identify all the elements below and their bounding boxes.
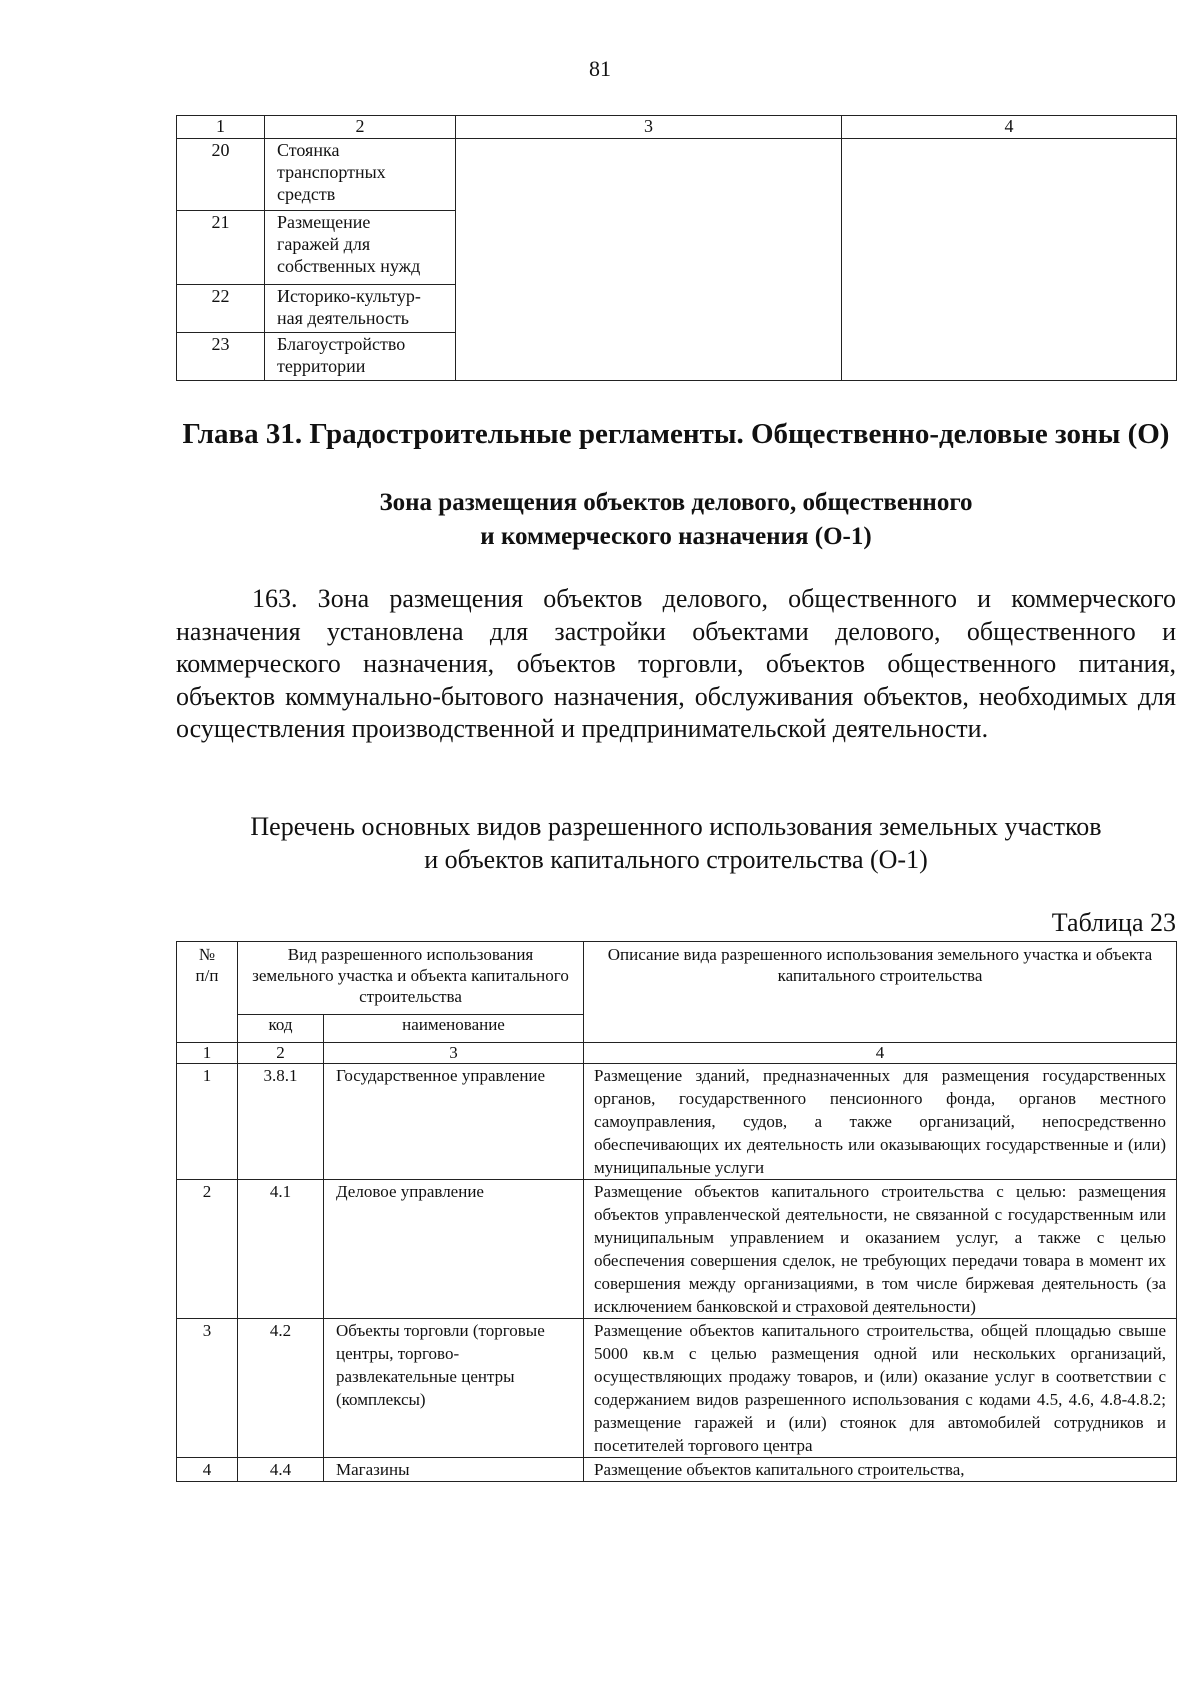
column-number: 3 <box>324 1043 584 1064</box>
table-caption: Таблица 23 <box>1051 908 1176 937</box>
name-line: Историко-культур- <box>277 286 421 306</box>
table-row <box>177 1180 1177 1319</box>
row-name <box>265 211 456 285</box>
name-line: собственных нужд <box>277 256 421 276</box>
column-number-row <box>177 1043 1177 1064</box>
row-name: Объекты торговли (торговые центры, торгово-развлекательные центры (комплексы) <box>324 1319 584 1458</box>
header-code: код <box>238 1015 324 1043</box>
name-line: средств <box>277 184 336 204</box>
row-description: Размещение объектов капитального строительства с целью: размещения объектов управленческой деятельности, не связанной с государственным или муниципальным управлением и оказанием услуг, а также с целью обеспечения совершения сделок, не требующих передачи товара в момент их совершения между организациями, в том числе биржевая деятельность (за исключением банковской и страховой деятельности) <box>584 1180 1177 1319</box>
list-title-line: Перечень основных видов разрешенного использования земельных участков <box>250 812 1102 841</box>
row-description: Размещение объектов капитального строительства, общей площадью свыше 5000 кв.м с целью размещения одной или нескольких организаций, осуществляющих продажу товаров, и (или) оказание услуг в соответствии с содержанием видов разрешенного использования с кодами 4.5, 4.6, 4.8-4.8.2; размещение гаражей и (или) стоянок для автомобилей сотрудников и посетителей торгового центра <box>584 1319 1177 1458</box>
row-description: Размещение объектов капитального строительства, <box>584 1458 1177 1482</box>
top-table-header-cell: 3 <box>456 116 842 139</box>
column-number: 2 <box>238 1043 324 1064</box>
name-line: территории <box>277 356 366 376</box>
row-number: 23 <box>177 333 265 381</box>
paragraph <box>176 583 1176 746</box>
list-title-line: и объектов капитального строительства (О-1) <box>424 845 928 874</box>
zone-title-line: и коммерческого назначения (О-1) <box>480 523 872 550</box>
column-number: 1 <box>177 1043 238 1064</box>
name-line: Размещение <box>277 212 371 232</box>
row-code: 3.8.1 <box>238 1064 324 1180</box>
zone-title <box>176 486 1176 554</box>
row-number: 1 <box>177 1064 238 1180</box>
main-table-header-row <box>177 942 1177 1015</box>
table-row <box>177 1064 1177 1180</box>
row-name <box>265 333 456 381</box>
column-number: 4 <box>584 1043 1177 1064</box>
page-number: 81 <box>589 56 611 81</box>
row-number: 21 <box>177 211 265 285</box>
row-number: 22 <box>177 285 265 333</box>
paragraph-text: 163. Зона размещения объектов делового, общественного и коммерческого назначения установлена для застройки объектами делового, общественного и коммерческого назначения, объектов торговли, объектов общественного питания, объектов коммунально-бытового назначения, обслуживания объектов, необходимых для осуществления производственной и предпринимательской деятельности. <box>176 584 1176 743</box>
top-table-header-cell: 1 <box>177 116 265 139</box>
row-number: 4 <box>177 1458 238 1482</box>
row-number: 20 <box>177 139 265 211</box>
empty-cell <box>456 139 842 381</box>
row-name <box>265 139 456 211</box>
top-table-header-row <box>177 116 1177 139</box>
header-num: № п/п <box>177 942 238 1043</box>
top-table <box>176 115 1177 381</box>
row-number: 3 <box>177 1319 238 1458</box>
list-title <box>176 810 1176 876</box>
row-description: Размещение зданий, предназначенных для размещения государственных органов, государственного пенсионного фонда, органов местного самоуправления, судов, а также организаций, непосредственно обеспечивающих их деятельность или оказывающих государственные и (или) муниципальные услуги <box>584 1064 1177 1180</box>
table-row <box>177 1319 1177 1458</box>
name-line: Благоустройство <box>277 334 406 354</box>
header-kind: Вид разрешенного использования земельного участка и объекта капитального строительства <box>238 942 584 1015</box>
table-row <box>177 139 1177 211</box>
row-number: 2 <box>177 1180 238 1319</box>
row-name: Магазины <box>324 1458 584 1482</box>
main-table <box>176 941 1177 1482</box>
top-table-header-cell: 2 <box>265 116 456 139</box>
row-name: Деловое управление <box>324 1180 584 1319</box>
row-name: Государственное управление <box>324 1064 584 1180</box>
empty-cell <box>842 139 1177 381</box>
chapter-title: Глава 31. Градостроительные регламенты. Общественно-деловые зоны (О) <box>182 418 1170 450</box>
row-code: 4.2 <box>238 1319 324 1458</box>
table-row <box>177 1458 1177 1482</box>
name-line: гаражей для <box>277 234 371 254</box>
name-line: транспортных <box>277 162 386 182</box>
name-line: Стоянка <box>277 140 340 160</box>
name-line: ная деятельность <box>277 308 410 328</box>
header-desc: Описание вида разрешенного использования земельного участка и объекта капитального строительства <box>584 942 1177 1043</box>
row-code: 4.4 <box>238 1458 324 1482</box>
zone-title-line: Зона размещения объектов делового, общественного <box>379 489 973 516</box>
row-code: 4.1 <box>238 1180 324 1319</box>
header-name: наименование <box>324 1015 584 1043</box>
row-name <box>265 285 456 333</box>
top-table-header-cell: 4 <box>842 116 1177 139</box>
